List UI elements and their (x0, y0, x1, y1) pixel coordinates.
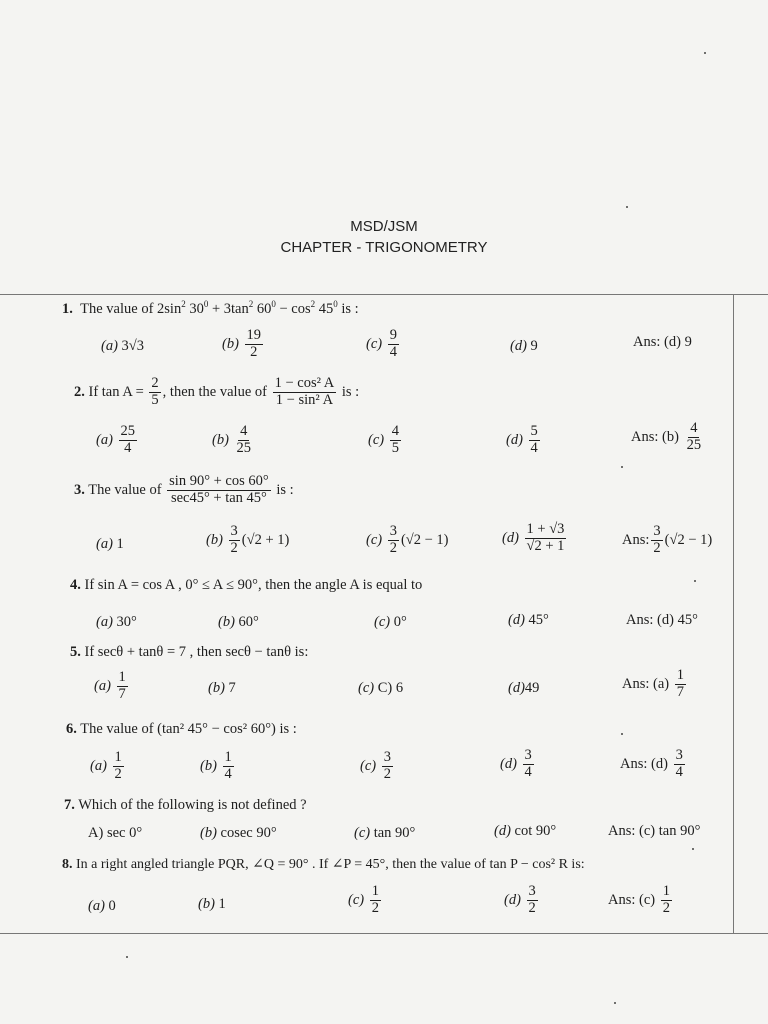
q3-option-a: (a) 1 (96, 536, 124, 552)
q8-option-a: (a) 0 (88, 898, 116, 914)
q3-option-b: (b) $\frac{3}{2}$ (√2 + 1) (206, 523, 290, 556)
q5-answer: Ans: (a) $\frac{1}{7}$ (622, 667, 684, 700)
q4-answer: Ans: (d) 45° (626, 612, 698, 628)
q6-option-d: (d) $\frac{3}{4}$ (500, 747, 532, 780)
question-6: 6. The value of (tan² 45° − cos² 60°) is : (66, 721, 297, 737)
q8-option-b: (b) 1 (198, 896, 226, 912)
scan-speck (621, 733, 623, 735)
q4-option-a: (a) 30° (96, 614, 137, 630)
top-rule (0, 294, 768, 295)
q2-option-a: (a) $\frac{25}{4}$ (96, 423, 136, 456)
q2-answer: Ans: (b) $\frac{4}{25}$ (631, 420, 702, 453)
q8-option-d: (d) $\frac{3}{2}$ (504, 883, 536, 916)
question-8: 8. In a right angled triangle PQR, ∠Q = 90° . If ∠P = 45°, then the value of tan P − cos² R is: (62, 857, 585, 872)
scan-speck (126, 956, 128, 958)
q4-option-c: (c) 0° (374, 614, 407, 630)
bottom-rule (0, 933, 768, 934)
q7-option-d: (d) cot 90° (494, 823, 557, 839)
q7-option-b: (b) cosec 90° (200, 825, 277, 841)
q1-option-b: (b) $\frac{19}{2}$ (222, 327, 262, 360)
q5-option-d: (d)49 (508, 680, 540, 696)
q3-option-d: (d) $\frac{1 + √3}{√2 + 1}$ (502, 521, 565, 554)
q7-option-a: A) sec 0° (88, 825, 143, 841)
scan-speck (692, 848, 694, 850)
q5-option-b: (b) 7 (208, 680, 236, 696)
question-5: 5. If secθ + tanθ = 7 , then secθ − tanθ is: (70, 644, 309, 660)
q2-option-b: (b) $\frac{4}{25}$ (212, 423, 252, 456)
question-7: 7. Which of the following is not defined ? (64, 797, 307, 813)
document-header-line2: CHAPTER - TRIGONOMETRY (280, 239, 488, 256)
q1-option-a: (a) 3√3 (101, 338, 145, 354)
scan-speck (621, 466, 623, 468)
q6-answer: Ans: (d) $\frac{3}{4}$ (620, 747, 683, 780)
question-4: 4. If sin A = cos A , 0° ≤ A ≤ 90°, then the angle A is equal to (70, 577, 423, 593)
q1-answer: Ans: (d) 9 (633, 334, 692, 350)
scan-speck (694, 580, 696, 582)
scan-speck (626, 206, 628, 208)
q3-answer: Ans: $\frac{3}{2}$ (√2 − 1) (622, 523, 713, 556)
q7-option-c: (c) tan 90° (354, 825, 416, 841)
q4-option-d: (d) 45° (508, 612, 549, 628)
document-header-line1: MSD/JSM (350, 218, 418, 235)
q6-option-c: (c) $\frac{3}{2}$ (360, 749, 391, 782)
q1-option-d: (d) 9 (510, 338, 538, 354)
question-number: 1. (62, 301, 73, 317)
q2-option-c: (c) $\frac{4}{5}$ (368, 423, 399, 456)
q4-option-b: (b) 60° (218, 614, 259, 630)
q3-option-c: (c) $\frac{3}{2}$ (√2 − 1) (366, 523, 449, 556)
scan-speck (704, 52, 706, 54)
q7-answer: Ans: (c) tan 90° (608, 823, 701, 839)
q6-option-b: (b) $\frac{1}{4}$ (200, 749, 232, 782)
q6-option-a: (a) $\frac{1}{2}$ (90, 749, 122, 782)
question-2: 2. If tan A = $\frac{2}{5}$ , then the value of $\frac{\text{1 − cos² A}}{\text{1 − sin² A}}$ is : (74, 375, 360, 408)
right-rule (733, 294, 734, 934)
q8-answer: Ans: (c) $\frac{1}{2}$ (608, 883, 670, 916)
scan-speck (614, 1002, 616, 1004)
q1-option-c: (c) $\frac{9}{4}$ (366, 327, 397, 360)
question-1: 1. The value of $2\sin^2$ $30^0 + 3\tan^2$ $60^0 - \cos^2 45^0$ is : (62, 299, 359, 317)
q5-option-a: (a) $\frac{1}{7}$ (94, 669, 126, 702)
q2-option-d: (d) $\frac{5}{4}$ (506, 423, 538, 456)
q8-option-c: (c) $\frac{1}{2}$ (348, 883, 379, 916)
question-3: 3. The value of $\frac{\sin 90^\circ + \cos 60^\circ}{\sec 45^\circ + \tan 45^\circ}$ is : (74, 473, 294, 506)
q5-option-c: (c) C) 6 (358, 680, 404, 696)
